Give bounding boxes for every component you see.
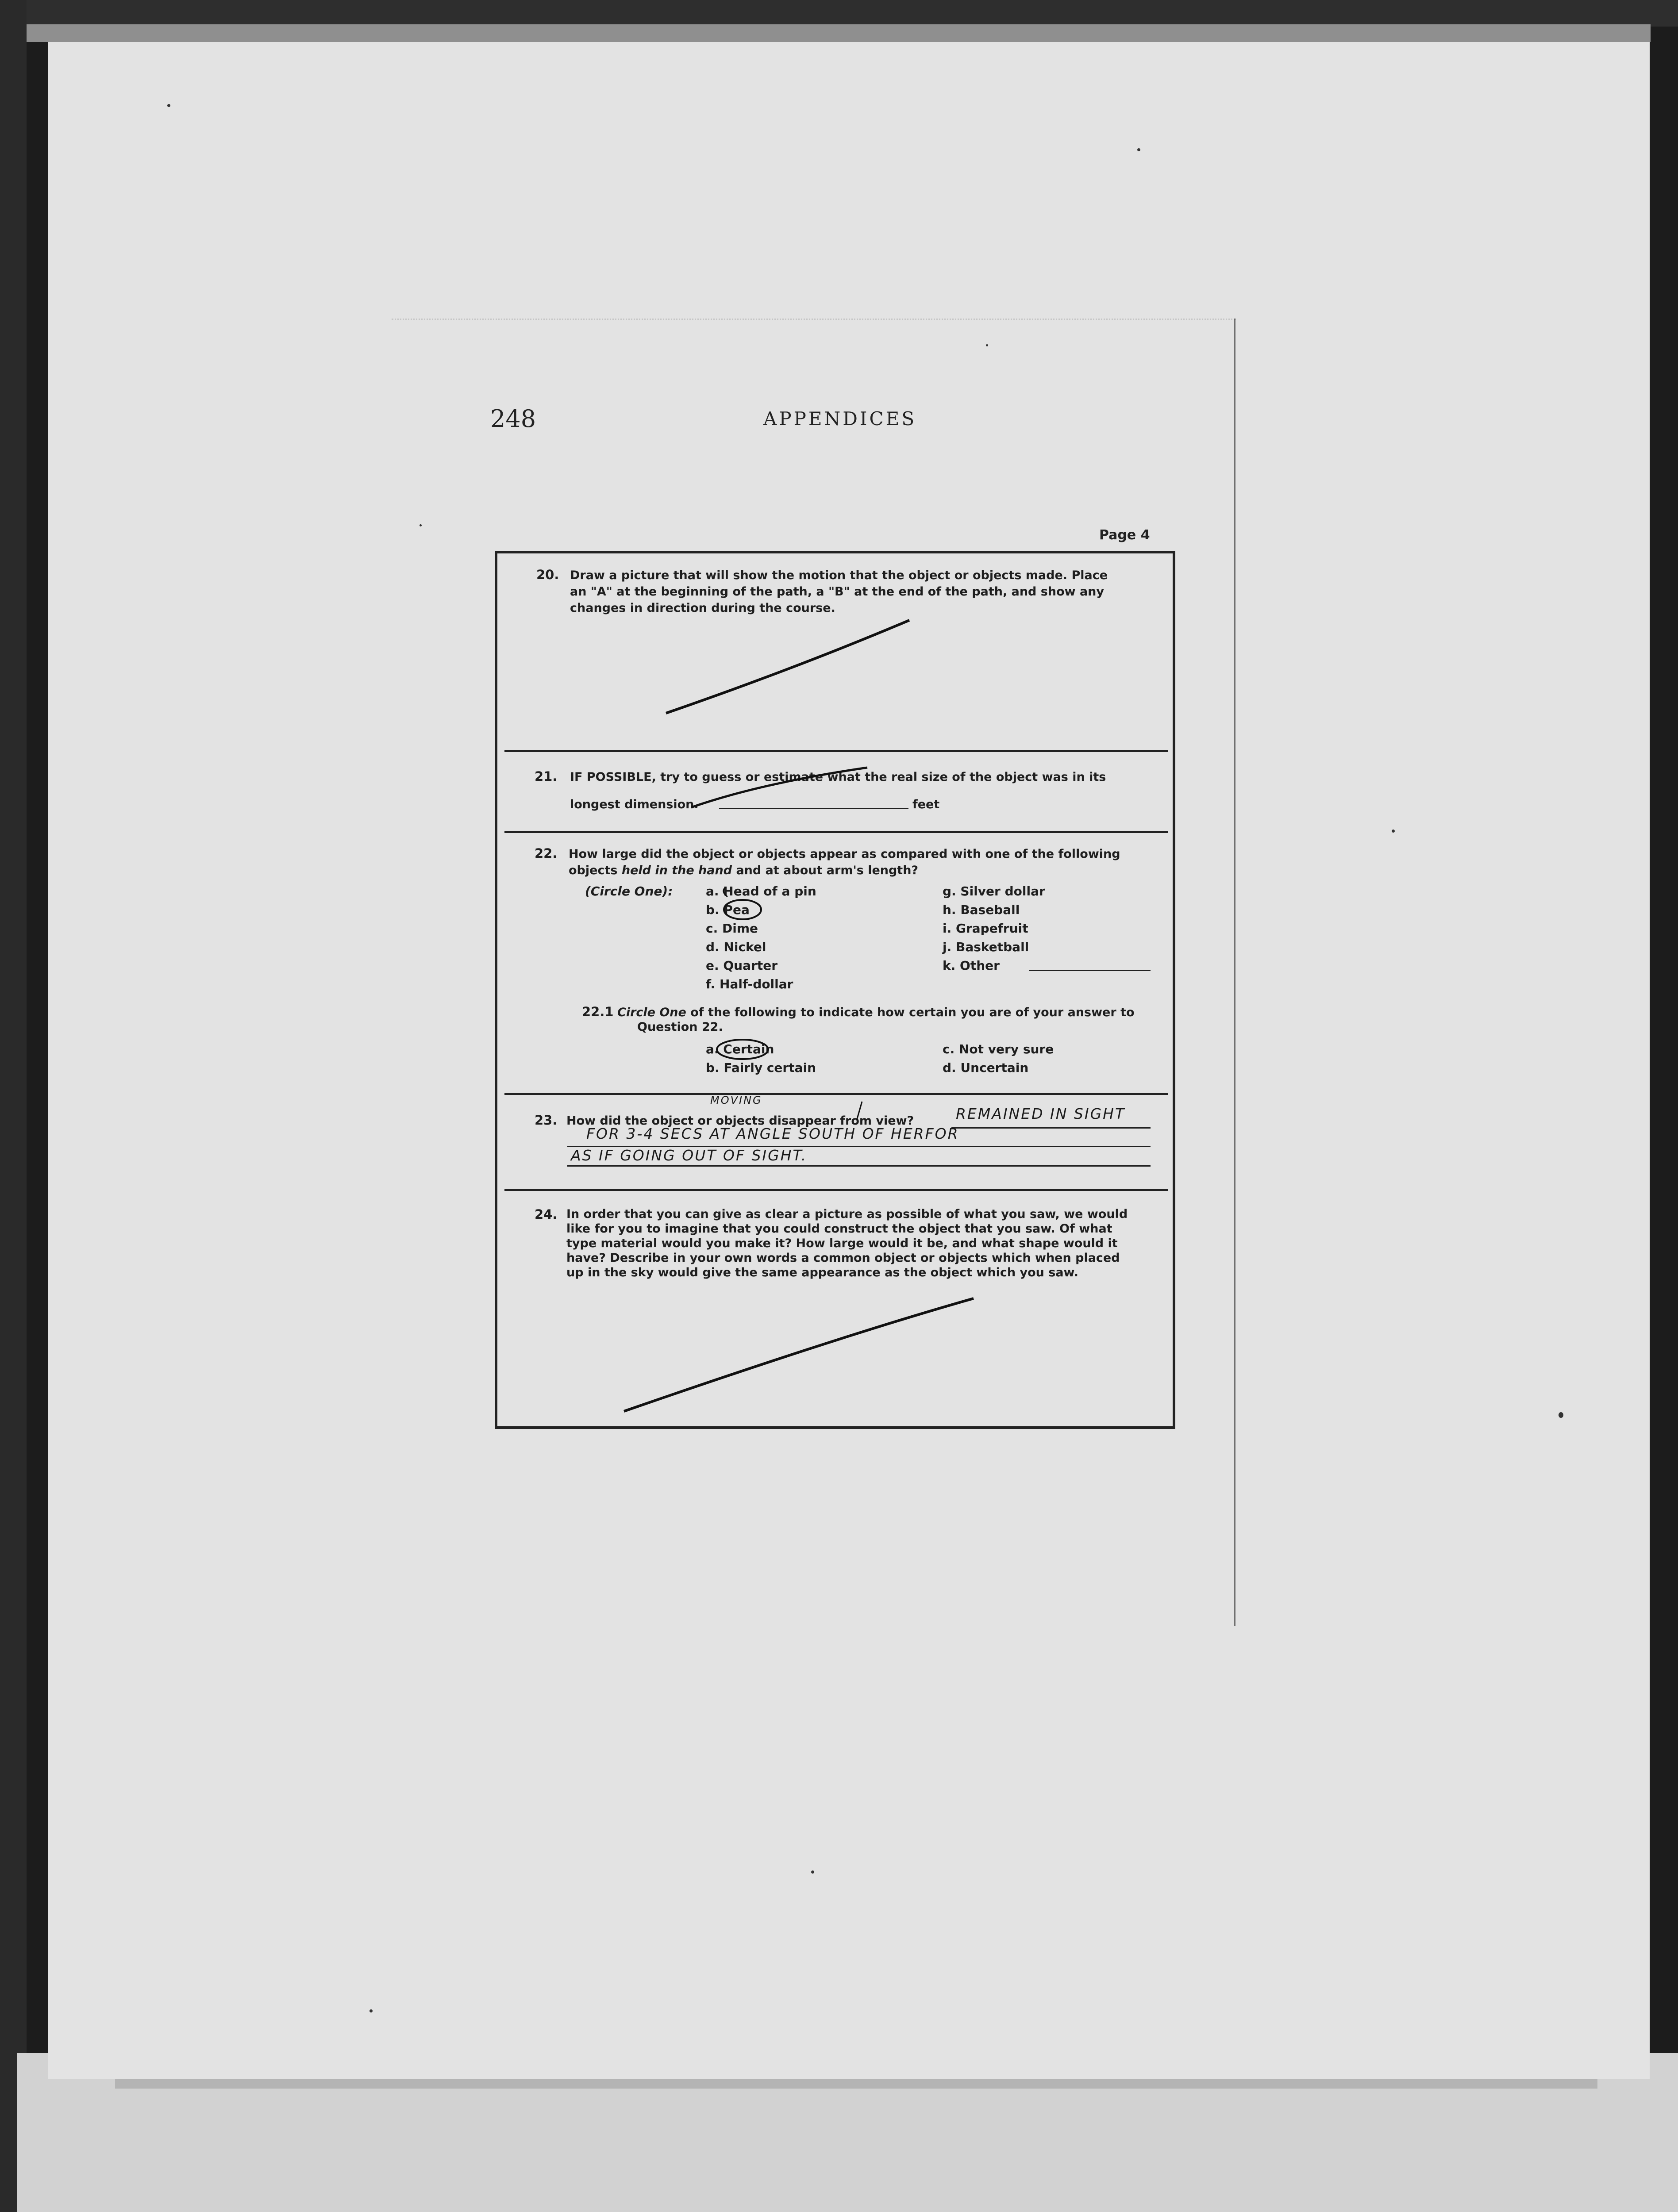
q23-handwritten-answer: REMAINED IN SIGHT — [956, 1105, 1126, 1122]
q22-option[interactable]: d. Nickel — [706, 940, 766, 954]
q23-number: 23. — [535, 1113, 558, 1128]
q22-option[interactable]: g. Silver dollar — [943, 884, 1045, 899]
q22-number: 22. — [535, 846, 558, 861]
q22-option[interactable]: k. Other — [943, 958, 1000, 973]
q22-1-option[interactable]: c. Not very sure — [943, 1042, 1054, 1056]
q22-1-number: 22.1 — [582, 1004, 614, 1019]
circle-one-label: (Circle One): — [585, 884, 673, 899]
q21-number: 21. — [535, 769, 558, 784]
q22-1-option[interactable]: b. Fairly certain — [706, 1060, 816, 1075]
q22-option[interactable]: i. Grapefruit — [943, 921, 1028, 936]
q20-line: changes in direction during the course. — [570, 601, 835, 615]
q22-option[interactable]: f. Half-dollar — [706, 977, 793, 991]
q22-option[interactable]: e. Quarter — [706, 958, 777, 973]
q24-line: up in the sky would give the same appearance as the object which you saw. — [566, 1266, 1079, 1279]
q22-1-text: Circle One of the following to indicate how certain you are of your answer to — [617, 1006, 1135, 1019]
q24-line: have? Describe in your own words a common object or objects which when placed — [566, 1251, 1120, 1265]
q20-strike-line — [666, 620, 909, 713]
q22-line: objects held in the hand and at about arm's length? — [569, 864, 919, 877]
q21-line1: IF POSSIBLE, try to guess or estimate what the real size of the object was in its — [570, 770, 1106, 784]
q24-line: like for you to imagine that you could construct the object that you saw. Of what — [566, 1222, 1112, 1236]
q22-option[interactable]: a. Head of a pin — [706, 884, 816, 899]
q20-line: Draw a picture that will show the motion that the object or objects made. Place — [570, 568, 1108, 582]
q22-option[interactable]: c. Dime — [706, 921, 758, 936]
q22-line: How large did the object or objects appear as compared with one of the following — [569, 847, 1120, 861]
q20-line: an "A" at the beginning of the path, a "B" at the end of the path, and show any — [570, 585, 1104, 599]
page-number: 248 — [490, 405, 536, 433]
q24-line: type material would you make it? How large would it be, and what shape would it — [566, 1237, 1118, 1250]
q22-1-line2: Question 22. — [637, 1020, 723, 1034]
q22-option[interactable]: b. Pea — [706, 902, 750, 917]
q24-strike-line — [624, 1298, 974, 1411]
q24-line: In order that you can give as clear a picture as possible of what you saw, we would — [566, 1207, 1128, 1221]
q21-feet-unit: feet — [912, 798, 940, 811]
q21-line2-prefix: longest dimension. — [570, 798, 699, 811]
q22-1-option[interactable]: d. Uncertain — [943, 1060, 1029, 1075]
running-head: APPENDICES — [763, 408, 917, 430]
q22-1-option[interactable]: a. Certain — [706, 1042, 774, 1056]
q23-handwritten-answer: AS IF GOING OUT OF SIGHT. — [571, 1147, 808, 1164]
q23-handwritten-answer: FOR 3-4 SECS AT ANGLE SOUTH OF HERFOR — [586, 1125, 959, 1142]
form-page-label: Page 4 — [1099, 527, 1150, 543]
insert-caret — [857, 1102, 862, 1120]
q20-number: 20. — [536, 567, 559, 582]
q24-number: 24. — [535, 1207, 558, 1222]
answer-circle-pea — [724, 900, 761, 919]
q22-option[interactable]: h. Baseball — [943, 902, 1020, 917]
answer-circle-certain — [717, 1040, 768, 1059]
q22-option[interactable]: j. Basketball — [943, 940, 1029, 954]
q21-strike-line — [691, 768, 867, 807]
head-of-pin-tick — [724, 887, 727, 897]
q23-handwritten-insert: MOVING — [710, 1094, 762, 1106]
q23-text: How did the object or objects disappear from view? — [566, 1114, 914, 1128]
